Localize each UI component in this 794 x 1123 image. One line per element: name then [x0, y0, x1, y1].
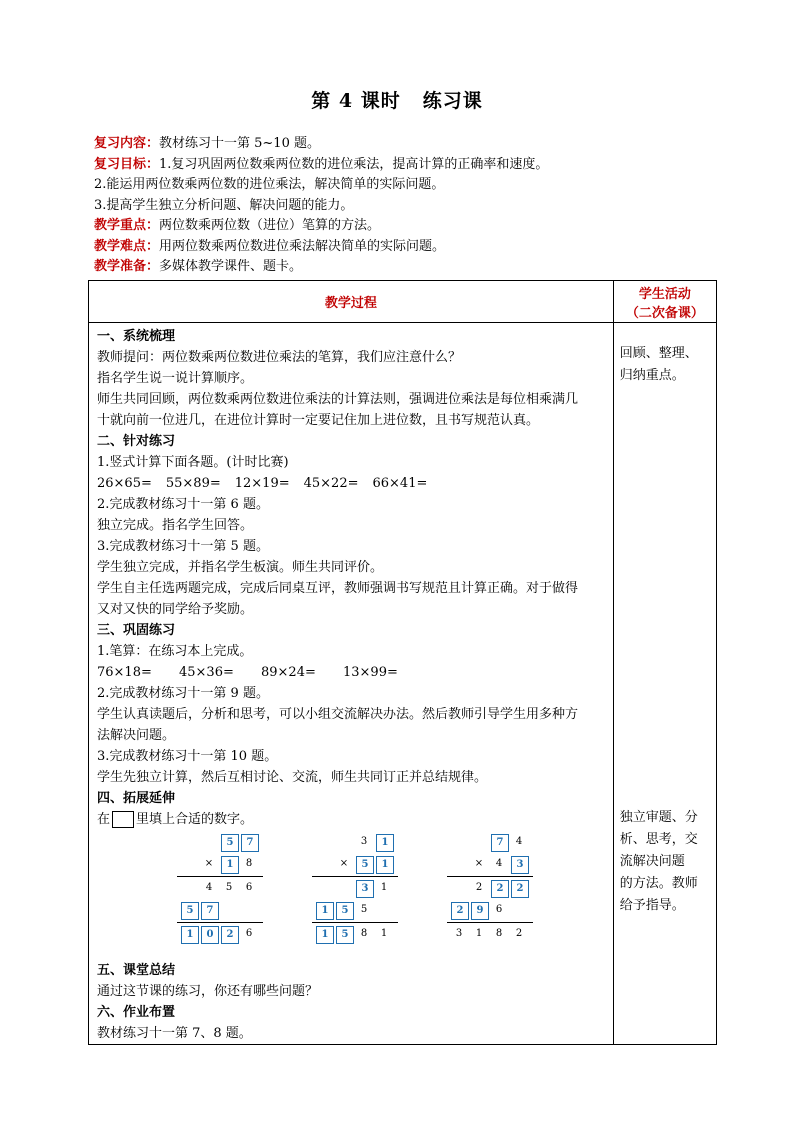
meta-text: 多媒体教学课件、题卡。	[159, 259, 303, 274]
calc-item: 12×19=	[234, 476, 290, 491]
digit-box: 7	[201, 902, 219, 920]
digit: 2	[475, 882, 483, 893]
digit: 6	[245, 882, 253, 893]
activity-line: 回顾、整理、	[619, 346, 698, 361]
activity-line: 流解决问题	[619, 854, 685, 869]
meta-line	[94, 134, 734, 155]
process-body	[89, 323, 614, 1045]
meta-text: 两位数乘两位数（进位）笔算的方法。	[159, 218, 381, 233]
digit-box: 1	[376, 834, 394, 852]
calc-item: 26×65=	[97, 476, 152, 491]
lesson-meta	[94, 134, 734, 278]
meta-line	[94, 155, 734, 176]
text-line: 学生先独立计算，然后互相讨论、交流，师生共同订正并总结规律。	[97, 770, 488, 785]
meta-label: 教学难点：	[94, 238, 160, 254]
text-line: 3.完成教材练习十一第 10 题。	[97, 749, 278, 764]
digit-box: 1	[221, 856, 239, 874]
puzzle-1	[177, 834, 267, 954]
text-line: 2.完成教材练习十一第 6 题。	[97, 497, 269, 512]
calc-item: 13×99=	[343, 665, 398, 680]
digit-box: 1	[316, 902, 334, 920]
digit-box: 5	[356, 856, 374, 874]
digit: 4	[495, 858, 503, 869]
digit: 3	[360, 836, 368, 847]
section-heading: 一、系统梳理	[97, 329, 176, 344]
activity-line: 独立审题、分	[619, 810, 698, 825]
meta-label: 教学重点：	[94, 218, 160, 233]
header-activity-line1: 学生活动	[638, 286, 691, 302]
section-heading: 三、巩固练习	[97, 623, 176, 638]
calc-item: 76×18=	[97, 665, 152, 680]
digit-box: 2	[491, 880, 509, 898]
text-line: 十就向前一位进几，在进位计算时一定要记住加上进位数，且书写规范认真。	[97, 413, 540, 428]
digit: 1	[380, 882, 388, 893]
meta-label: 复习内容：	[94, 136, 160, 151]
digit: 8	[495, 928, 503, 939]
section-heading: 二、针对练习	[97, 434, 176, 449]
digit-box: 0	[201, 926, 219, 944]
digit-box: 1	[316, 926, 334, 944]
meta-text: 2.能运用两位数乘两位数的进位乘法，解决简单的实际问题。	[94, 177, 445, 192]
digit-box: 1	[181, 926, 199, 944]
digit-box: 2	[451, 902, 469, 920]
digit: 4	[515, 836, 523, 847]
digit: 6	[245, 928, 253, 939]
fill-suffix: 里填上合适的数字。	[136, 812, 254, 827]
digit-box: 2	[221, 926, 239, 944]
meta-line	[94, 196, 734, 217]
title-topic: 练习课	[422, 90, 483, 112]
meta-line	[94, 216, 734, 237]
header-activity	[613, 281, 716, 323]
calc-item: 45×22=	[303, 476, 359, 491]
digit-box: 7	[241, 834, 259, 852]
header-activity-line2: （二次备课）	[625, 305, 704, 321]
calc-item: 66×41=	[372, 476, 428, 491]
text-line: 学生自主任选两题完成，完成后同桌互评，教师强调书写规范且计算正确。对于做得	[97, 581, 579, 596]
digit: 8	[360, 928, 368, 939]
digit-box: 5	[336, 926, 354, 944]
times-sign: ×	[339, 858, 349, 869]
activity-line: 给予指导。	[619, 898, 685, 913]
digit-box: 1	[376, 856, 394, 874]
fill-instruction	[97, 809, 605, 830]
text-line: 1.竖式计算下面各题。(计时比赛)	[97, 455, 289, 470]
digit-box: 5	[181, 902, 199, 920]
digit-box: 7	[491, 834, 509, 852]
times-sign: ×	[204, 858, 214, 869]
rule-line	[447, 922, 533, 923]
meta-text: 教材练习十一第 5~10 题。	[159, 136, 320, 151]
activity-note-2	[620, 807, 710, 917]
puzzle-2	[312, 834, 402, 954]
section-heading: 五、课堂总结	[97, 963, 176, 978]
digit: 1	[380, 928, 388, 939]
digit-box: 3	[511, 856, 529, 874]
meta-text: 1.复习巩固两位数乘两位数的进位乘法，提高计算的正确率和速度。	[159, 156, 549, 172]
fill-prefix: 在	[97, 812, 111, 827]
digit: 6	[495, 904, 503, 915]
digit: 2	[515, 928, 523, 939]
activity-note-1	[620, 343, 710, 387]
times-sign: ×	[474, 858, 484, 869]
calc-item: 89×24=	[261, 665, 316, 680]
text-line: 指名学生说一说计算顺序。	[97, 371, 254, 386]
meta-text: 用两位数乘两位数进位乘法解决简单的实际问题。	[159, 238, 446, 254]
rule-line	[312, 876, 398, 877]
text-line: 学生认真读题后，分析和思考，可以小组交流解决办法。然后教师引导学生用多种方	[97, 707, 579, 722]
meta-label: 复习目标：	[94, 156, 160, 172]
meta-line	[94, 175, 734, 196]
rule-line	[177, 922, 263, 923]
activity-line: 析、思考，交	[619, 832, 698, 847]
rule-line	[312, 922, 398, 923]
digit-box: 2	[511, 880, 529, 898]
text-line: 教师提问：两位数乘两位数进位乘法的笔算，我们应注意什么？	[97, 350, 462, 365]
digit: 5	[225, 882, 233, 893]
text-line: 独立完成。指名学生回答。	[97, 518, 254, 533]
title-lesson: 第 4 课时	[311, 90, 401, 112]
text-line: 又对又快的同学给予奖励。	[97, 602, 254, 617]
digit: 4	[205, 882, 213, 893]
puzzle-3	[447, 834, 537, 954]
digit: 3	[455, 928, 463, 939]
text-line: 学生独立完成，并指名学生板演。师生共同评价。	[97, 560, 384, 575]
text-line: 3.完成教材练习十一第 5 题。	[97, 539, 269, 554]
rule-line	[177, 876, 263, 877]
digit: 5	[360, 904, 368, 915]
activity-body	[613, 323, 716, 1045]
meta-text: 3.提高学生独立分析问题、解决问题的能力。	[94, 197, 354, 213]
activity-line: 的方法。教师	[619, 876, 698, 891]
digit: 8	[245, 858, 253, 869]
text-line: 法解决问题。	[97, 728, 176, 743]
meta-label: 教学准备：	[94, 259, 160, 274]
text-line: 教材练习十一第 7、8 题。	[97, 1026, 252, 1041]
section-heading: 六、作业布置	[97, 1005, 176, 1020]
text-line: 通过这节课的练习，你还有哪些问题？	[97, 984, 319, 999]
meta-line	[94, 237, 734, 258]
section-heading: 四、拓展延伸	[97, 791, 176, 806]
digit-box: 5	[336, 902, 354, 920]
text-line: 1.笔算：在练习本上完成。	[97, 644, 253, 659]
calc-row-1	[97, 473, 605, 494]
digit-box: 3	[356, 880, 374, 898]
header-process: 教学过程	[89, 281, 614, 323]
calc-row-2	[97, 662, 605, 683]
rule-line	[447, 876, 533, 877]
meta-line	[94, 257, 734, 278]
page-title	[0, 86, 794, 113]
digit-box: 9	[471, 902, 489, 920]
lesson-table	[88, 280, 717, 1045]
calc-item: 45×36=	[179, 665, 234, 680]
text-line: 2.完成教材练习十一第 9 题。	[97, 686, 269, 701]
activity-line: 归纳重点。	[619, 368, 685, 383]
blank-box-icon	[112, 811, 134, 828]
calc-item: 55×89=	[165, 476, 221, 491]
digit: 1	[475, 928, 483, 939]
digit-box: 5	[221, 834, 239, 852]
text-line: 师生共同回顾，两位数乘两位数进位乘法的计算法则，强调进位乘法是每位相乘满几	[97, 392, 579, 407]
digit-puzzles	[97, 830, 605, 960]
